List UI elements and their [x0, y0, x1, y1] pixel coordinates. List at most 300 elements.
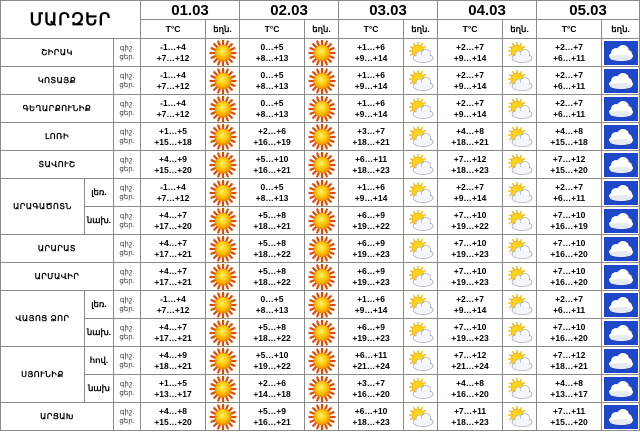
- night-temperature: 0…+5: [260, 69, 284, 80]
- night-temperature: +7…+11: [552, 405, 586, 416]
- night-temperature: +6…+11: [354, 349, 388, 360]
- day-temperature: +19…+23: [352, 248, 390, 259]
- sun-icon: [206, 124, 239, 150]
- day-temperature: +15…+20: [154, 416, 192, 427]
- temperature-cell: [339, 347, 404, 375]
- weather-cell: [404, 263, 438, 291]
- date-header: 03.03: [339, 1, 438, 20]
- day-temperature: +7…+12: [156, 52, 190, 63]
- partly-cloudy-icon: [404, 237, 437, 261]
- night-temperature: +7…+10: [453, 209, 487, 220]
- night-temperature: 0…+5: [260, 97, 284, 108]
- day-temperature: +16…+20: [550, 248, 588, 259]
- night-temperature: +1…+5: [159, 125, 187, 136]
- cloud-icon: [602, 321, 639, 345]
- temperature-cell: [240, 207, 305, 235]
- weather-label: եղն.: [602, 20, 640, 39]
- temperature-cell: [537, 207, 602, 235]
- partly-cloudy-icon: [404, 41, 437, 65]
- temperature-cell: [141, 151, 206, 179]
- day-temperature: +9…+14: [354, 108, 388, 119]
- temperature-cell: [438, 347, 503, 375]
- temperature-cell: [141, 375, 206, 403]
- weather-cell: [305, 207, 339, 235]
- temperature-cell: [339, 151, 404, 179]
- subregion-name: հով.: [85, 347, 114, 375]
- day-label: ցեր.: [119, 109, 135, 117]
- sun-icon: [206, 96, 239, 122]
- temperature-cell: [537, 123, 602, 151]
- night-label: գիշ.: [119, 268, 135, 276]
- partly-cloudy-icon: [404, 405, 437, 429]
- day-temperature: +19…+23: [352, 276, 390, 287]
- day-temperature: +13…+17: [550, 388, 588, 399]
- sun-icon: [206, 40, 239, 66]
- day-label: ցեր.: [119, 81, 135, 89]
- day-temperature: +16…+20: [451, 388, 489, 399]
- night-temperature: +4…+8: [555, 125, 583, 136]
- weather-cell: [404, 179, 438, 207]
- night-temperature: -1…+4: [160, 41, 186, 52]
- day-temperature: +18…+21: [550, 360, 588, 371]
- temperature-cell: [438, 95, 503, 123]
- night-temperature: +6…+9: [357, 265, 385, 276]
- cloud-icon: [602, 265, 639, 289]
- night-temperature: +2…+7: [456, 69, 484, 80]
- night-temperature: +7…+10: [453, 265, 487, 276]
- partly-cloudy-icon: [404, 265, 437, 289]
- weather-label: եղն.: [305, 20, 339, 39]
- weather-cell: [206, 95, 240, 123]
- day-temperature: +19…+23: [451, 332, 489, 343]
- sun-icon: [305, 68, 338, 94]
- weather-cell: [503, 235, 537, 263]
- sun-icon: [305, 180, 338, 206]
- temperature-cell: [339, 123, 404, 151]
- partly-cloudy-icon: [503, 153, 536, 177]
- night-temperature: +4…+8: [456, 125, 484, 136]
- weather-cell: [305, 179, 339, 207]
- night-temperature: +1…+6: [357, 97, 385, 108]
- day-temperature: +15…+20: [550, 164, 588, 175]
- day-label: ցեր.: [119, 277, 135, 285]
- partly-cloudy-icon: [503, 293, 536, 317]
- weather-cell: [602, 403, 640, 431]
- night-temperature: +5…+8: [258, 209, 286, 220]
- night-temperature: +4…+8: [456, 377, 484, 388]
- day-temperature: +7…+12: [156, 80, 190, 91]
- subregion-name: նախ.: [85, 207, 114, 235]
- temperature-cell: [537, 291, 602, 319]
- day-temperature: +9…+14: [453, 192, 487, 203]
- partly-cloudy-icon: [404, 69, 437, 93]
- day-temperature: +8…+13: [255, 80, 289, 91]
- night-temperature: +7…+10: [453, 321, 487, 332]
- temperature-cell: [537, 39, 602, 67]
- weather-cell: [503, 319, 537, 347]
- temperature-cell: [438, 67, 503, 95]
- day-temperature: +15…+20: [154, 164, 192, 175]
- region-name: ՎԱՅՈՑ ՁՈՐ: [1, 291, 85, 347]
- day-temperature: +17…+21: [154, 332, 192, 343]
- cloud-icon: [602, 349, 639, 373]
- region-name: ԳԵՂԱՐՔՈՒՆԻՔ: [1, 95, 114, 123]
- time-of-day-labels: [114, 151, 141, 179]
- day-temperature: +6…+11: [552, 108, 586, 119]
- date-header: 04.03: [438, 1, 537, 20]
- night-temperature: +3…+7: [357, 125, 385, 136]
- sun-icon: [305, 208, 338, 234]
- temperature-label: T°C: [537, 20, 602, 39]
- day-temperature: +19…+23: [352, 332, 390, 343]
- night-temperature: +7…+12: [552, 349, 586, 360]
- night-temperature: +5…+10: [255, 153, 289, 164]
- sun-icon: [305, 236, 338, 262]
- table-row: [1, 123, 640, 151]
- night-temperature: +2…+7: [555, 97, 583, 108]
- day-temperature: +14…+18: [253, 388, 291, 399]
- night-temperature: +5…+10: [255, 349, 289, 360]
- day-label: ցեր.: [119, 165, 135, 173]
- sun-icon: [206, 292, 239, 318]
- temperature-cell: [339, 179, 404, 207]
- night-temperature: +5…+8: [258, 265, 286, 276]
- day-temperature: +18…+22: [253, 248, 291, 259]
- weather-cell: [404, 291, 438, 319]
- table-row: [1, 263, 640, 291]
- day-temperature: +9…+14: [354, 304, 388, 315]
- temperature-cell: [438, 151, 503, 179]
- day-temperature: +16…+19: [550, 220, 588, 231]
- regions-header: ՄԱՐԶԵՐ: [1, 1, 141, 39]
- time-of-day-labels: [114, 95, 141, 123]
- night-temperature: +6…+9: [357, 237, 385, 248]
- night-temperature: +2…+6: [258, 377, 286, 388]
- night-temperature: +6…+10: [354, 405, 388, 416]
- partly-cloudy-icon: [404, 97, 437, 121]
- night-label: գիշ.: [119, 324, 135, 332]
- night-temperature: +4…+9: [159, 153, 187, 164]
- weather-cell: [404, 347, 438, 375]
- partly-cloudy-icon: [503, 181, 536, 205]
- weather-cell: [602, 95, 640, 123]
- time-of-day-labels: [114, 403, 141, 431]
- day-temperature: +9…+14: [453, 52, 487, 63]
- time-of-day-labels: [114, 291, 141, 319]
- day-temperature: +16…+19: [253, 136, 291, 147]
- night-label: գիշ.: [119, 380, 135, 388]
- day-temperature: +18…+22: [253, 332, 291, 343]
- weather-label: եղն.: [503, 20, 537, 39]
- temperature-cell: [141, 403, 206, 431]
- night-temperature: +4…+8: [555, 377, 583, 388]
- weather-cell: [206, 235, 240, 263]
- day-temperature: +8…+13: [255, 52, 289, 63]
- day-temperature: +16…+21: [253, 416, 291, 427]
- cloud-icon: [602, 293, 639, 317]
- day-temperature: +15…+18: [550, 136, 588, 147]
- weather-cell: [305, 375, 339, 403]
- day-temperature: +6…+11: [552, 80, 586, 91]
- weather-cell: [503, 291, 537, 319]
- weather-cell: [206, 347, 240, 375]
- night-label: գիշ.: [119, 100, 135, 108]
- day-temperature: +6…+11: [552, 304, 586, 315]
- weather-cell: [404, 235, 438, 263]
- weather-cell: [305, 263, 339, 291]
- day-temperature: +7…+12: [156, 192, 190, 203]
- temperature-cell: [339, 403, 404, 431]
- weather-cell: [206, 123, 240, 151]
- weather-cell: [305, 319, 339, 347]
- night-temperature: -1…+4: [160, 97, 186, 108]
- sun-icon: [305, 40, 338, 66]
- night-temperature: +5…+8: [258, 321, 286, 332]
- sun-icon: [206, 152, 239, 178]
- night-temperature: +6…+9: [357, 209, 385, 220]
- partly-cloudy-icon: [404, 125, 437, 149]
- time-of-day-labels: [114, 123, 141, 151]
- sun-icon: [305, 404, 338, 430]
- weather-cell: [206, 375, 240, 403]
- night-temperature: +6…+9: [357, 321, 385, 332]
- cloud-icon: [602, 125, 639, 149]
- night-temperature: +2…+7: [456, 293, 484, 304]
- day-temperature: +16…+21: [253, 164, 291, 175]
- sun-icon: [206, 208, 239, 234]
- day-temperature: +7…+12: [156, 304, 190, 315]
- temperature-cell: [240, 347, 305, 375]
- temperature-cell: [141, 207, 206, 235]
- night-temperature: +7…+10: [552, 265, 586, 276]
- weather-cell: [404, 123, 438, 151]
- table-row: [1, 151, 640, 179]
- weather-cell: [602, 263, 640, 291]
- day-temperature: +18…+21: [154, 360, 192, 371]
- temperature-cell: [537, 151, 602, 179]
- weather-cell: [503, 39, 537, 67]
- night-temperature: +5…+8: [258, 237, 286, 248]
- temperature-cell: [141, 67, 206, 95]
- temperature-cell: [537, 375, 602, 403]
- weather-cell: [503, 403, 537, 431]
- temperature-cell: [240, 123, 305, 151]
- night-label: գիշ.: [119, 408, 135, 416]
- sun-icon: [305, 264, 338, 290]
- weather-label: եղն.: [404, 20, 438, 39]
- temperature-cell: [537, 179, 602, 207]
- night-label: գիշ.: [119, 352, 135, 360]
- region-name: ՇԻՐԱԿ: [1, 39, 114, 67]
- cloud-icon: [602, 405, 639, 429]
- day-temperature: +18…+23: [451, 164, 489, 175]
- weather-cell: [404, 67, 438, 95]
- weather-cell: [305, 403, 339, 431]
- day-temperature: +16…+20: [352, 388, 390, 399]
- partly-cloudy-icon: [503, 69, 536, 93]
- day-label: ցեր.: [119, 333, 135, 341]
- temperature-cell: [141, 95, 206, 123]
- weather-cell: [404, 375, 438, 403]
- night-temperature: +2…+7: [456, 41, 484, 52]
- weather-cell: [503, 95, 537, 123]
- temperature-cell: [537, 263, 602, 291]
- date-header: 02.03: [240, 1, 339, 20]
- night-temperature: +5…+9: [258, 405, 286, 416]
- temperature-label: T°C: [240, 20, 305, 39]
- table-row: [1, 95, 640, 123]
- region-name: ԱՐՑԱԽ: [1, 403, 114, 431]
- temperature-label: T°C: [438, 20, 503, 39]
- night-temperature: +1…+6: [357, 293, 385, 304]
- temperature-cell: [438, 123, 503, 151]
- weather-cell: [305, 67, 339, 95]
- weather-cell: [404, 207, 438, 235]
- night-temperature: +3…+7: [357, 377, 385, 388]
- day-temperature: +9…+14: [453, 80, 487, 91]
- weather-cell: [305, 235, 339, 263]
- weather-cell: [305, 95, 339, 123]
- temperature-cell: [339, 95, 404, 123]
- cloud-icon: [602, 237, 639, 261]
- day-temperature: +18…+21: [352, 136, 390, 147]
- weather-cell: [602, 291, 640, 319]
- day-label: ցեր.: [119, 137, 135, 145]
- partly-cloudy-icon: [404, 377, 437, 401]
- night-temperature: +7…+10: [552, 237, 586, 248]
- table-row: [1, 67, 640, 95]
- day-label: ցեր.: [119, 53, 135, 61]
- day-temperature: +9…+14: [453, 108, 487, 119]
- table-row: [1, 291, 640, 319]
- temperature-cell: [240, 375, 305, 403]
- subregion-name: լեռ.: [85, 291, 114, 319]
- temperature-cell: [141, 347, 206, 375]
- weather-cell: [206, 403, 240, 431]
- day-temperature: +8…+13: [255, 108, 289, 119]
- day-temperature: +18…+23: [352, 416, 390, 427]
- weather-cell: [602, 319, 640, 347]
- region-name: ԱՐԱԳԱԾՈՏՆ: [1, 179, 85, 235]
- sun-icon: [305, 348, 338, 374]
- partly-cloudy-icon: [503, 265, 536, 289]
- night-label: գիշ.: [119, 296, 135, 304]
- weather-cell: [404, 319, 438, 347]
- partly-cloudy-icon: [404, 209, 437, 233]
- subregion-name: նախ: [85, 375, 114, 403]
- temperature-cell: [240, 39, 305, 67]
- day-temperature: +8…+13: [255, 304, 289, 315]
- partly-cloudy-icon: [503, 41, 536, 65]
- weather-cell: [503, 67, 537, 95]
- temperature-cell: [438, 263, 503, 291]
- day-label: ցեր.: [119, 389, 135, 397]
- weather-cell: [602, 207, 640, 235]
- night-temperature: +4…+7: [159, 321, 187, 332]
- night-temperature: +7…+12: [453, 153, 487, 164]
- temperature-cell: [537, 67, 602, 95]
- temperature-cell: [141, 179, 206, 207]
- night-temperature: 0…+5: [260, 293, 284, 304]
- day-temperature: +9…+14: [354, 80, 388, 91]
- night-temperature: -1…+4: [160, 181, 186, 192]
- day-temperature: +19…+23: [451, 248, 489, 259]
- sun-icon: [305, 124, 338, 150]
- weather-cell: [305, 123, 339, 151]
- sun-icon: [206, 180, 239, 206]
- weather-cell: [305, 39, 339, 67]
- temperature-cell: [339, 207, 404, 235]
- temperature-cell: [240, 319, 305, 347]
- night-label: գիշ.: [119, 72, 135, 80]
- weather-cell: [305, 151, 339, 179]
- night-label: գիշ.: [119, 184, 135, 192]
- temperature-cell: [240, 151, 305, 179]
- temperature-cell: [141, 263, 206, 291]
- temperature-cell: [438, 39, 503, 67]
- partly-cloudy-icon: [503, 321, 536, 345]
- temperature-cell: [240, 179, 305, 207]
- partly-cloudy-icon: [503, 349, 536, 373]
- partly-cloudy-icon: [404, 181, 437, 205]
- weather-cell: [206, 319, 240, 347]
- region-name: ՏԱՎՈՒՇ: [1, 151, 114, 179]
- weather-cell: [206, 263, 240, 291]
- weather-cell: [602, 179, 640, 207]
- weather-cell: [404, 95, 438, 123]
- weather-cell: [602, 347, 640, 375]
- temperature-cell: [240, 95, 305, 123]
- cloud-icon: [602, 181, 639, 205]
- day-temperature: +19…+22: [451, 220, 489, 231]
- temperature-cell: [240, 235, 305, 263]
- temperature-cell: [240, 263, 305, 291]
- sun-icon: [206, 68, 239, 94]
- temperature-cell: [537, 319, 602, 347]
- region-name: ԼՈՌԻ: [1, 123, 114, 151]
- night-temperature: +2…+6: [258, 125, 286, 136]
- weather-cell: [503, 375, 537, 403]
- day-temperature: +21…+24: [451, 360, 489, 371]
- weather-cell: [602, 375, 640, 403]
- temperature-cell: [339, 319, 404, 347]
- night-temperature: -1…+4: [160, 293, 186, 304]
- night-temperature: -1…+4: [160, 69, 186, 80]
- day-temperature: +7…+12: [156, 108, 190, 119]
- day-temperature: +18…+21: [451, 136, 489, 147]
- night-temperature: +2…+7: [456, 181, 484, 192]
- temperature-cell: [339, 39, 404, 67]
- temperature-cell: [537, 403, 602, 431]
- night-temperature: +2…+7: [555, 181, 583, 192]
- night-temperature: 0…+5: [260, 181, 284, 192]
- day-label: ցեր.: [119, 249, 135, 257]
- day-temperature: +8…+13: [255, 192, 289, 203]
- day-temperature: +9…+14: [453, 304, 487, 315]
- night-label: գիշ.: [119, 44, 135, 52]
- night-temperature: +7…+11: [453, 405, 487, 416]
- weather-cell: [305, 291, 339, 319]
- time-of-day-labels: [114, 263, 141, 291]
- night-temperature: +7…+10: [552, 321, 586, 332]
- weather-cell: [404, 39, 438, 67]
- weather-cell: [206, 151, 240, 179]
- day-label: ցեր.: [119, 361, 135, 369]
- night-temperature: +7…+12: [453, 349, 487, 360]
- day-temperature: +9…+14: [354, 192, 388, 203]
- subregion-name: լեռ.: [85, 179, 114, 207]
- weather-cell: [602, 151, 640, 179]
